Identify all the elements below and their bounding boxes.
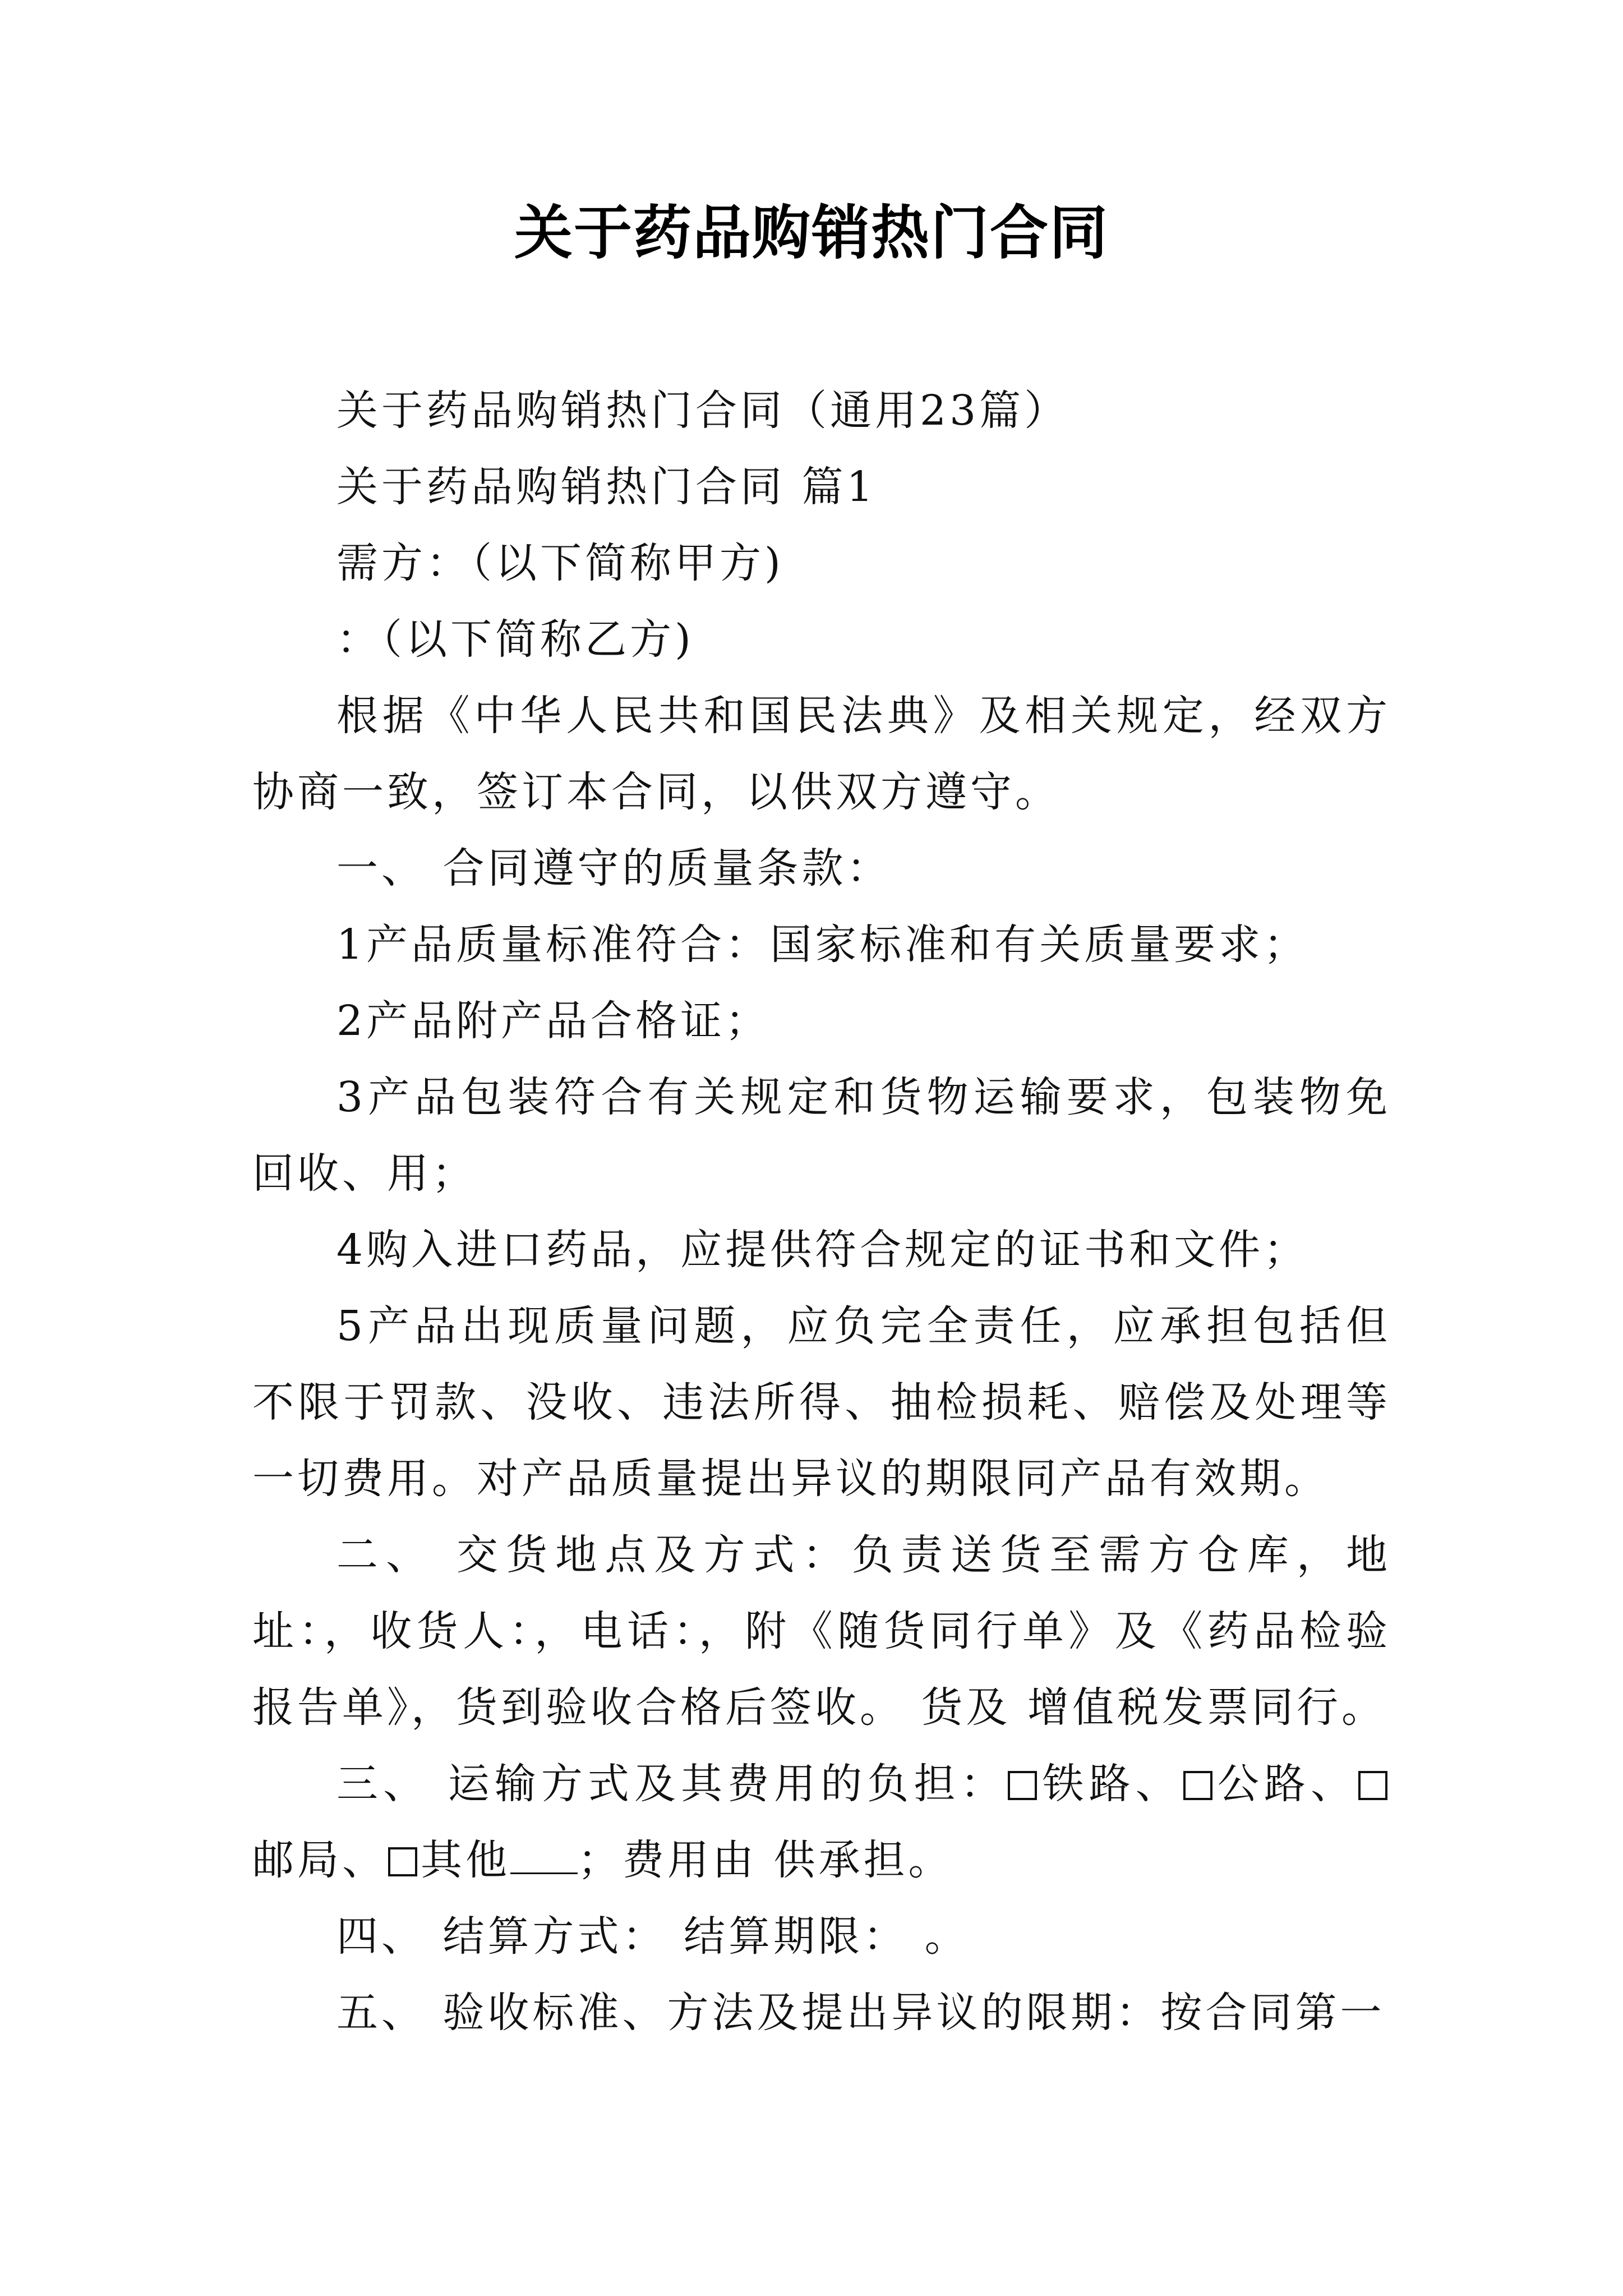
option-other: 其他 bbox=[421, 1836, 510, 1884]
document-body bbox=[252, 372, 1391, 2051]
option-highway: 公路、 bbox=[1215, 1760, 1358, 1808]
paragraph-clause-5: 五、 验收标准、方法及提出异议的限期：按合同第一 bbox=[336, 1989, 1385, 2037]
paragraph-clause-1: 一、 合同遵守的质量条款： bbox=[336, 844, 892, 892]
paragraph-item-4: 4购入进口药品，应提供符合规定的证书和文件； bbox=[336, 1226, 1309, 1274]
paragraph-section-heading: 关于药品购销热门合同 篇1 bbox=[336, 463, 877, 511]
paragraph-item-1: 1产品质量标准符合：国家标准和有关质量要求； bbox=[336, 921, 1309, 969]
paragraph-item-3: 3产品包装符合有关规定和货物运输要求，包装物免回收、用； bbox=[252, 1073, 1391, 1198]
paragraph-item-2: 2产品附产品合格证； bbox=[336, 997, 771, 1045]
paragraph-subtitle: 关于药品购销热门合同（通用23篇） bbox=[336, 386, 1069, 435]
paragraph-preamble: 根据《中华人民共和国民法典》及相关规定，经双方协商一致，签订本合同，以供双方遵守。 bbox=[252, 692, 1391, 816]
paragraph-seller: ：（以下简称乙方) bbox=[336, 615, 694, 664]
checkbox-icon bbox=[1358, 1771, 1387, 1800]
document-title: 关于药品购销热门合同 bbox=[514, 199, 1109, 267]
checkbox-icon bbox=[388, 1847, 417, 1876]
blank-line bbox=[510, 1841, 578, 1874]
paragraph-clause-4: 四、 结算方式： 结算期限： 。 bbox=[336, 1912, 970, 1961]
paragraph-item-5: 5产品出现质量问题，应负完全责任，应承担包括但不限于罚款、没收、违法所得、抽检损耗、赔偿及处理等一切费用。对产品质量提出异议的期限同产品有效期。 bbox=[252, 1302, 1391, 1503]
option-railway: 铁路、 bbox=[1040, 1760, 1182, 1808]
checkbox-icon bbox=[1008, 1771, 1037, 1800]
option-post: 邮局、 bbox=[252, 1836, 387, 1884]
clause-3-tail: ；费用由 供承担。 bbox=[578, 1836, 953, 1884]
paragraph-buyer: 需方：（以下简称甲方) bbox=[336, 539, 784, 587]
paragraph-clause-3 bbox=[252, 1746, 1391, 1898]
clause-3-lead: 三、 运输方式及其费用的负担： bbox=[336, 1760, 1007, 1808]
checkbox-icon bbox=[1183, 1771, 1212, 1800]
paragraph-clause-2: 二、 交货地点及方式：负责送货至需方仓库，地址：，收货人：，电话：，附《随货同行单》及《药品检验报告单》，货到验收合格后签收。 货及 增值税发票同行。 bbox=[252, 1531, 1391, 1732]
